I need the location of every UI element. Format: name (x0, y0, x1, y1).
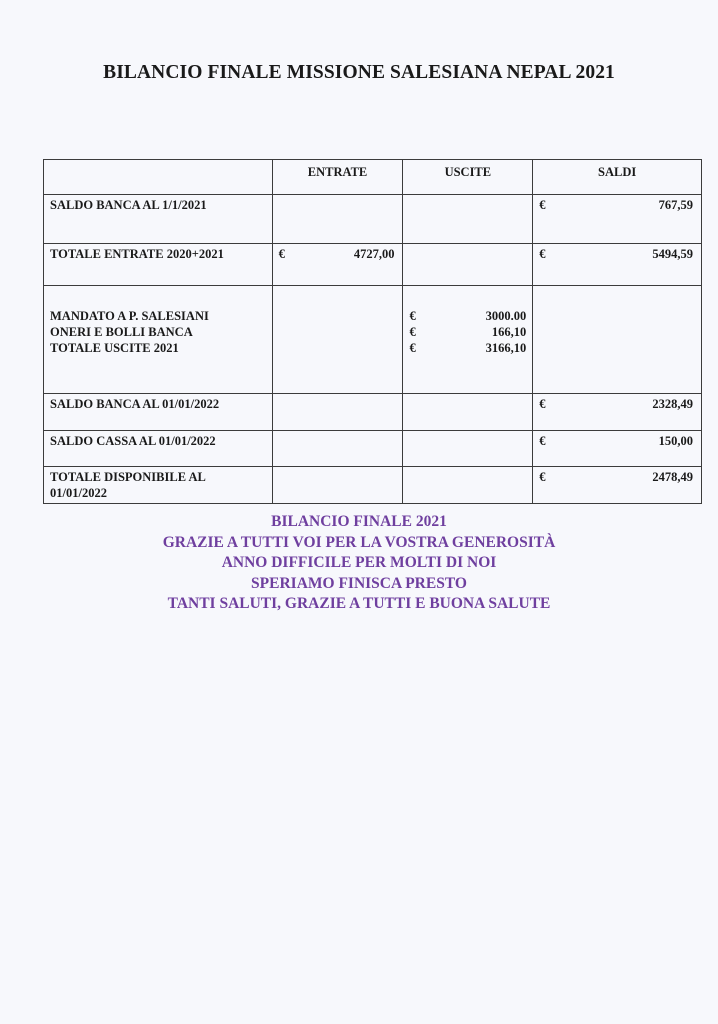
amount: 2328,49 (652, 397, 693, 411)
uscite-cell (403, 195, 533, 244)
euro-sign: € (539, 247, 546, 261)
entrate-cell (272, 195, 403, 244)
entrate-cell (272, 394, 403, 431)
label-line: ONERI E BOLLI BANCA (50, 325, 193, 339)
table-row (44, 195, 702, 244)
amount: 5494,59 (652, 247, 693, 261)
amount: 3000.00 (485, 309, 527, 323)
label-line: 01/01/2022 (50, 486, 107, 500)
row-label: TOTALE ENTRATE 2020+2021 (44, 244, 273, 286)
entrate-cell (272, 431, 403, 467)
entrate-cell (272, 467, 403, 504)
closing-line: BILANCIO FINALE 2021 (271, 513, 447, 530)
entrate-cell (272, 286, 403, 394)
label-line: MANDATO A P. SALESIANI (50, 309, 209, 323)
amount: 150,00 (658, 434, 693, 448)
saldi-cell (533, 244, 702, 286)
uscite-cell (403, 431, 533, 467)
table-row (44, 244, 702, 286)
amount: 166,10 (491, 325, 527, 339)
header-saldi: SALDI (533, 160, 702, 195)
entrate-cell (272, 244, 403, 286)
euro-sign: € (539, 397, 546, 411)
euro-sign: € (539, 198, 546, 212)
euro-sign: € (539, 470, 546, 484)
header-uscite: USCITE (403, 160, 533, 195)
balance-table (43, 159, 702, 504)
closing-line: TANTI SALUTI, GRAZIE A TUTTI E BUONA SALUTE (167, 595, 551, 612)
table-row (44, 286, 702, 394)
euro-sign: € (539, 434, 546, 448)
label-line: TOTALE USCITE 2021 (50, 341, 179, 355)
table-row (44, 394, 702, 431)
row-label (44, 286, 273, 394)
saldi-cell (533, 431, 702, 467)
header-empty (44, 160, 273, 195)
amount: 767,59 (658, 198, 693, 212)
label-line: TOTALE DISPONIBILE AL (50, 470, 206, 484)
header-entrate: ENTRATE (272, 160, 403, 195)
closing-line: GRAZIE A TUTTI VOI PER LA VOSTRA GENEROSITÀ (162, 533, 556, 551)
row-label (44, 467, 273, 504)
row-label: SALDO BANCA AL 1/1/2021 (44, 195, 273, 244)
saldi-cell (533, 286, 702, 394)
euro-sign: € (409, 341, 416, 355)
closing-line: SPERIAMO FINISCA PRESTO (251, 574, 467, 592)
row-label: SALDO BANCA AL 01/01/2022 (44, 394, 273, 431)
saldi-cell (533, 394, 702, 431)
saldi-cell (533, 195, 702, 244)
table-row (44, 467, 702, 504)
uscite-cell (403, 244, 533, 286)
uscite-cell (403, 467, 533, 504)
euro-sign: € (409, 309, 416, 323)
amount: 2478,49 (652, 470, 693, 484)
uscite-cell (403, 286, 533, 394)
closing-message (0, 512, 718, 615)
amount: 4727,00 (353, 247, 395, 261)
closing-line: ANNO DIFFICILE PER MOLTI DI NOI (221, 554, 497, 571)
amount: 3166,10 (485, 341, 527, 355)
row-label: SALDO CASSA AL 01/01/2022 (44, 431, 273, 467)
euro-sign: € (409, 325, 416, 339)
saldi-cell (533, 467, 702, 504)
table-row (44, 431, 702, 467)
euro-sign: € (278, 247, 285, 261)
document-title: BILANCIO FINALE MISSIONE SALESIANA NEPAL 2021 (103, 62, 615, 83)
table-header-row (44, 160, 702, 195)
uscite-cell (403, 394, 533, 431)
